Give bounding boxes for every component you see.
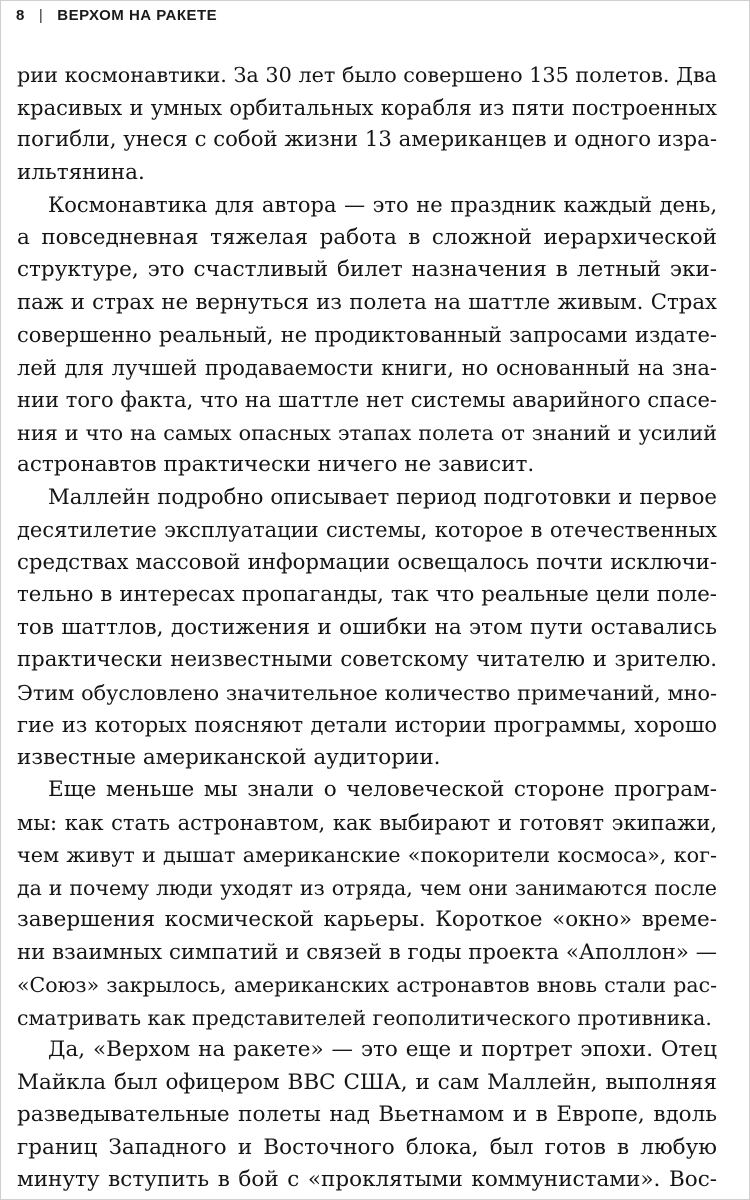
text-line: Да, «Верхом на ракете» — это еще и портрет эпохи. Отец	[48, 1037, 717, 1062]
page-number: 8	[16, 6, 25, 24]
text-line: тов шаттлов, достижения и ошибки на этом пути оставались	[17, 614, 717, 640]
text-line: тельно в интересах пропаганды, так что реальные цели поле-	[17, 582, 717, 607]
body-text	[17, 59, 717, 1197]
text-line: нии того факта, что на шаттле нет системы аварийного спасе-	[17, 388, 717, 412]
text-line: Этим обусловлено значительное количество примечаний, мно-	[17, 680, 717, 705]
text-line: гие из которых поясняют детали истории программы, хорошо	[17, 713, 717, 737]
text-line: астронавтов практически ничего не зависит.	[17, 452, 535, 477]
running-header	[16, 4, 217, 26]
text-line: Маллейн подробно описывает период подготовки и первое	[48, 484, 717, 510]
text-line: минуту вступить в бой с «проклятыми коммунистами». Вос-	[17, 1167, 717, 1192]
text-line: мы: как стать астронавтом, как выбирают и готовят экипажи,	[17, 810, 717, 835]
text-line: завершения космической карьеры. Короткое «окно» време-	[17, 907, 717, 932]
text-line: ильтянина.	[17, 159, 145, 185]
text-line: да и почему люди уходят из отряда, чем они занимаются после	[17, 875, 717, 900]
text-line: границ Западного и Восточного блока, был готов в любую	[17, 1134, 717, 1160]
text-line: «Союз» закрылось, американских астронавтов вновь стали рас-	[17, 973, 717, 997]
text-line: Еще меньше мы знали о человеческой стороне програм-	[48, 777, 717, 802]
text-line: практически неизвестными советскому читателю и зрителю.	[17, 647, 717, 672]
text-line: рии космонавтики. За 30 лет было совершено 135 полетов. Два	[17, 63, 717, 87]
text-line: ни взаимных симпатий и связей в годы проекта «Аполлон» —	[17, 939, 717, 965]
text-line: известные американской аудитории.	[17, 744, 441, 770]
text-line: средствах массовой информации освещалось почти исключи-	[17, 549, 717, 575]
text-line: паж и страх не вернуться из полета на шаттле живым. Страх	[17, 289, 717, 315]
running-title: ВЕРХОМ НА РАКЕТЕ	[57, 6, 218, 24]
text-line: ния и что на самых опасных этапах полета от знаний и усилий	[17, 420, 717, 445]
text-line: структуре, это счастливый билет назначения в летный эки-	[17, 257, 717, 282]
text-line: лей для лучшей продаваемости книги, но основанный на зна-	[17, 355, 717, 380]
header-separator: |	[38, 6, 44, 24]
text-line: десятилетие эксплуатации системы, которое в отечественных	[17, 518, 717, 542]
text-line: разведывательные полеты над Вьетнамом и в Европе, вдоль	[17, 1102, 717, 1127]
text-line: сматривать как представителей геополитического противника.	[17, 1005, 712, 1030]
text-line: совершенно реальный, не продиктованный запросами издате-	[17, 323, 717, 347]
text-line: красивых и умных орбитальных корабля из пяти построенных	[17, 95, 717, 120]
text-line: погибли, унеся с собой жизни 13 американцев и одного изра-	[17, 127, 717, 152]
text-line: чем живут и дышат американские «покорители космоса», ког-	[17, 843, 717, 867]
text-line: Майкла был офицером ВВС США, и сам Маллейн, выполняя	[17, 1069, 717, 1095]
text-line: Космонавтика для автора — это не праздник каждый день,	[48, 193, 717, 217]
text-line: а повседневная тяжелая работа в сложной иерархической	[17, 224, 717, 250]
